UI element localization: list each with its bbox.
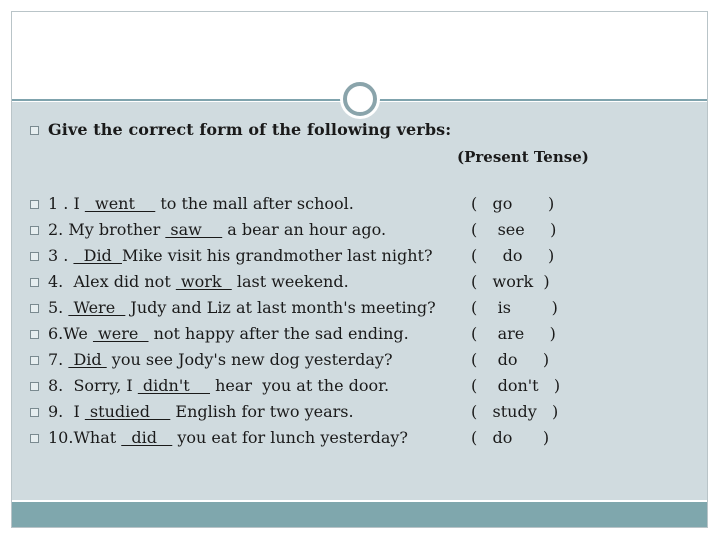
square-bullet-icon — [30, 356, 39, 365]
square-bullet-icon — [30, 226, 39, 235]
square-bullet-icon — [30, 278, 39, 287]
answer-blank: Did — [73, 246, 122, 265]
base-verb-hint: ( do ) — [471, 350, 550, 369]
exercise-item — [48, 350, 393, 370]
base-verb-hint: ( are ) — [471, 324, 556, 343]
square-bullet-icon — [30, 434, 39, 443]
sentence-end: English for two years. — [170, 402, 354, 421]
answer-blank: didn't — [137, 376, 210, 395]
exercise-item — [48, 220, 386, 240]
base-verb-hint: ( is ) — [471, 298, 558, 317]
base-verb-hint: ( work ) — [471, 272, 550, 291]
sentence-start: 6.We — [48, 324, 93, 343]
square-bullet-icon — [30, 408, 39, 417]
answer-blank: did — [121, 428, 173, 447]
base-verb-hint: ( don't ) — [471, 376, 561, 395]
exercise-item — [48, 298, 436, 318]
answer-blank: work — [175, 272, 232, 291]
answer-blank: saw — [165, 220, 223, 239]
square-bullet-icon — [30, 252, 39, 261]
sentence-end: you eat for lunch yesterday? — [172, 428, 408, 447]
exercise-item — [48, 272, 349, 292]
square-bullet-icon — [30, 200, 39, 209]
footer-band — [12, 502, 707, 527]
sentence-end: to the mall after school. — [155, 194, 354, 213]
sentence-end: hear you at the door. — [210, 376, 390, 395]
exercise-item — [48, 402, 354, 422]
answer-blank: were — [92, 324, 149, 343]
base-verb-hint: ( see ) — [471, 220, 557, 239]
square-bullet-icon — [30, 330, 39, 339]
sentence-start: 7. — [48, 350, 69, 369]
ring-ornament-inner — [343, 82, 377, 116]
square-bullet-icon — [30, 304, 39, 313]
sentence-start: 9. I — [48, 402, 85, 421]
answer-blank: went — [84, 194, 156, 213]
sentence-end: Judy and Liz at last month's meeting? — [125, 298, 436, 317]
square-bullet-icon — [30, 382, 39, 391]
base-verb-hint: ( study ) — [471, 402, 559, 421]
exercise-item — [48, 324, 409, 344]
sentence-end: Mike visit his grandmother last night? — [121, 246, 433, 265]
answer-blank: Did — [68, 350, 107, 369]
sentence-start: 10.What — [48, 428, 122, 447]
base-verb-hint: ( go ) — [471, 194, 555, 213]
base-verb-hint: ( do ) — [471, 246, 555, 265]
exercise-heading: Give the correct form of the following verbs: — [48, 120, 452, 139]
sentence-end: last weekend. — [231, 272, 349, 291]
base-verb-hint: ( do ) — [471, 428, 550, 447]
answer-blank: studied — [84, 402, 171, 421]
sentence-start: 5. — [48, 298, 69, 317]
square-bullet-icon — [30, 126, 39, 135]
sentence-start: 8. Sorry, I — [48, 376, 138, 395]
tense-label: (Present Tense) — [457, 148, 589, 166]
sentence-end: not happy after the sad ending. — [148, 324, 409, 343]
exercise-item — [48, 376, 389, 396]
sentence-end: a bear an hour ago. — [222, 220, 387, 239]
sentence-start: 4. Alex did not — [48, 272, 176, 291]
sentence-start: 1 . I — [48, 194, 85, 213]
sentence-start: 2. My brother — [48, 220, 166, 239]
answer-blank: Were — [68, 298, 126, 317]
exercise-item — [48, 194, 354, 214]
sentence-start: 3 . — [48, 246, 74, 265]
exercise-item — [48, 246, 433, 266]
exercise-item — [48, 428, 408, 448]
sentence-end: you see Jody's new dog yesterday? — [106, 350, 393, 369]
